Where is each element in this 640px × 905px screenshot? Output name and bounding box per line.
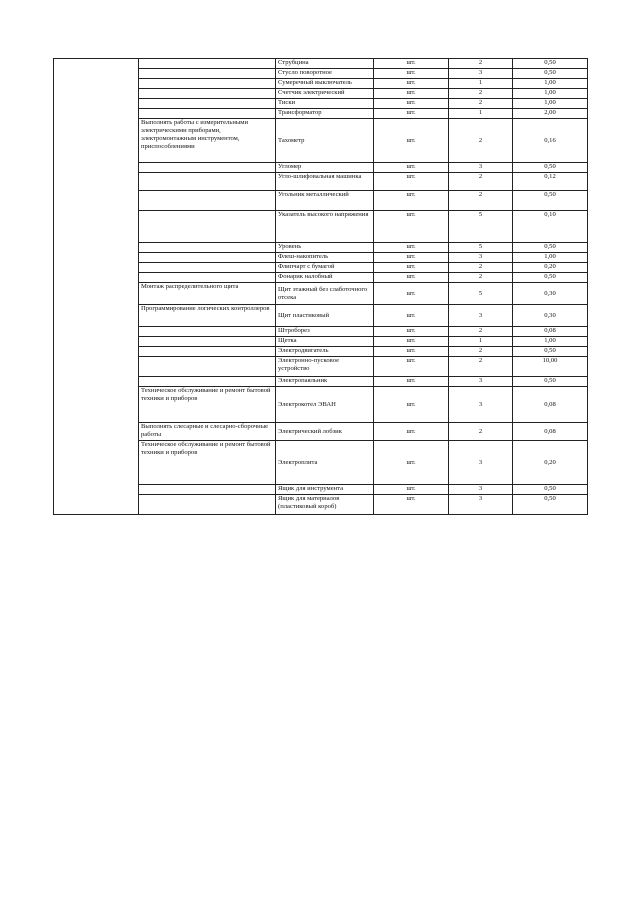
- equipment-table-body: [54, 59, 588, 515]
- equipment-name-cell: Щит пластиковый: [276, 305, 374, 327]
- norm-cell: 0,50: [513, 485, 588, 495]
- equipment-name-cell: Электродвигатель: [276, 347, 374, 357]
- work-description-cell: [139, 109, 276, 119]
- work-description-cell: [139, 337, 276, 347]
- unit-cell: шт.: [374, 89, 449, 99]
- norm-cell: 0,08: [513, 387, 588, 423]
- quantity-cell: 5: [449, 243, 513, 253]
- norm-cell: 0,16: [513, 119, 588, 163]
- unit-cell: шт.: [374, 173, 449, 191]
- equipment-name-cell: Штроборез: [276, 327, 374, 337]
- equipment-table: [53, 58, 588, 515]
- unit-cell: шт.: [374, 109, 449, 119]
- unit-cell: шт.: [374, 69, 449, 79]
- norm-cell: 0,50: [513, 347, 588, 357]
- unit-cell: шт.: [374, 357, 449, 377]
- equipment-name-cell: Флипчарт с бумагой: [276, 263, 374, 273]
- quantity-cell: 2: [449, 89, 513, 99]
- quantity-cell: 2: [449, 347, 513, 357]
- work-description-cell: [139, 347, 276, 357]
- unit-cell: шт.: [374, 263, 449, 273]
- work-description-cell: [139, 327, 276, 337]
- quantity-cell: 3: [449, 377, 513, 387]
- equipment-name-cell: Электроплита: [276, 441, 374, 485]
- unit-cell: шт.: [374, 119, 449, 163]
- equipment-name-cell: Трансформатор: [276, 109, 374, 119]
- work-description-cell: [139, 173, 276, 191]
- unit-cell: шт.: [374, 59, 449, 69]
- unit-cell: шт.: [374, 253, 449, 263]
- norm-cell: 0,20: [513, 263, 588, 273]
- work-description-cell: [139, 243, 276, 253]
- norm-cell: 0,12: [513, 173, 588, 191]
- work-description-cell: [139, 59, 276, 69]
- unit-cell: шт.: [374, 243, 449, 253]
- quantity-cell: 2: [449, 191, 513, 211]
- work-description-cell: [139, 191, 276, 211]
- work-description-cell: [139, 69, 276, 79]
- work-description-cell: [139, 273, 276, 283]
- work-description-cell: Монтаж распределительного щита: [139, 283, 276, 305]
- norm-cell: 0,20: [513, 441, 588, 485]
- quantity-cell: 2: [449, 173, 513, 191]
- equipment-name-cell: Угольник металлический: [276, 191, 374, 211]
- quantity-cell: 3: [449, 441, 513, 485]
- unit-cell: шт.: [374, 377, 449, 387]
- equipment-name-cell: Фонарик налобный: [276, 273, 374, 283]
- quantity-cell: 1: [449, 337, 513, 347]
- norm-cell: 0,08: [513, 327, 588, 337]
- quantity-cell: 3: [449, 69, 513, 79]
- work-description-cell: Выполнять работы с измерительными электрическими приборами, электромонтажным инструментом, приспособлениями: [139, 119, 276, 163]
- norm-cell: 0,30: [513, 283, 588, 305]
- unit-cell: шт.: [374, 441, 449, 485]
- norm-cell: 0,50: [513, 191, 588, 211]
- equipment-name-cell: Электрокотел ЭВАН: [276, 387, 374, 423]
- quantity-cell: 2: [449, 273, 513, 283]
- norm-cell: 0,30: [513, 305, 588, 327]
- unit-cell: шт.: [374, 211, 449, 243]
- unit-cell: шт.: [374, 327, 449, 337]
- quantity-cell: 3: [449, 305, 513, 327]
- equipment-name-cell: Струбцина: [276, 59, 374, 69]
- norm-cell: 0,50: [513, 59, 588, 69]
- quantity-cell: 2: [449, 119, 513, 163]
- equipment-name-cell: Указатель высокого напряжения: [276, 211, 374, 243]
- equipment-name-cell: Ящик для инструмента: [276, 485, 374, 495]
- unit-cell: шт.: [374, 191, 449, 211]
- equipment-name-cell: Щит этажный без слаботочного отсека: [276, 283, 374, 305]
- work-description-cell: [139, 263, 276, 273]
- norm-cell: 0,50: [513, 163, 588, 173]
- work-description-cell: Техническое обслуживание и ремонт бытовой техники и приборов: [139, 387, 276, 423]
- quantity-cell: 1: [449, 109, 513, 119]
- norm-cell: 0,10: [513, 211, 588, 243]
- unit-cell: шт.: [374, 163, 449, 173]
- norm-cell: 2,00: [513, 109, 588, 119]
- norm-cell: 1,00: [513, 253, 588, 263]
- norm-cell: 0,50: [513, 243, 588, 253]
- norm-cell: 1,00: [513, 337, 588, 347]
- unit-cell: шт.: [374, 423, 449, 441]
- equipment-name-cell: Сумеречный выключатель: [276, 79, 374, 89]
- unit-cell: шт.: [374, 273, 449, 283]
- work-description-cell: [139, 89, 276, 99]
- work-description-cell: [139, 211, 276, 243]
- quantity-cell: 2: [449, 59, 513, 69]
- quantity-cell: 3: [449, 387, 513, 423]
- work-description-cell: [139, 485, 276, 495]
- equipment-name-cell: Щетка: [276, 337, 374, 347]
- quantity-cell: 3: [449, 253, 513, 263]
- equipment-name-cell: Электронно-пусковое устройство: [276, 357, 374, 377]
- equipment-name-cell: Тахометр: [276, 119, 374, 163]
- quantity-cell: 3: [449, 495, 513, 515]
- unit-cell: шт.: [374, 99, 449, 109]
- unit-cell: шт.: [374, 305, 449, 327]
- equipment-name-cell: Электрический лобзик: [276, 423, 374, 441]
- work-description-cell: [139, 99, 276, 109]
- work-description-cell: Техническое обслуживание и ремонт бытовой техники и приборов: [139, 441, 276, 485]
- norm-cell: 0,50: [513, 273, 588, 283]
- equipment-name-cell: Ящик для материалов (пластиковый короб): [276, 495, 374, 515]
- unit-cell: шт.: [374, 485, 449, 495]
- norm-cell: 1,00: [513, 99, 588, 109]
- work-description-cell: [139, 377, 276, 387]
- quantity-cell: 5: [449, 283, 513, 305]
- work-description-cell: Программирование логических контроллеров: [139, 305, 276, 327]
- work-description-cell: [139, 253, 276, 263]
- quantity-cell: 5: [449, 211, 513, 243]
- norm-cell: 10,00: [513, 357, 588, 377]
- quantity-cell: 2: [449, 263, 513, 273]
- equipment-name-cell: Счетчик электрический: [276, 89, 374, 99]
- quantity-cell: 3: [449, 485, 513, 495]
- equipment-name-cell: Угломер: [276, 163, 374, 173]
- norm-cell: 0,50: [513, 377, 588, 387]
- norm-cell: 0,50: [513, 495, 588, 515]
- unit-cell: шт.: [374, 495, 449, 515]
- unit-cell: шт.: [374, 387, 449, 423]
- equipment-name-cell: Стусло поворотное: [276, 69, 374, 79]
- equipment-name-cell: Тиски: [276, 99, 374, 109]
- unit-cell: шт.: [374, 337, 449, 347]
- unit-cell: шт.: [374, 283, 449, 305]
- unit-cell: шт.: [374, 347, 449, 357]
- equipment-name-cell: Угло-шлифовальная машинка: [276, 173, 374, 191]
- quantity-cell: 2: [449, 423, 513, 441]
- equipment-name-cell: Уровень: [276, 243, 374, 253]
- norm-cell: 1,00: [513, 79, 588, 89]
- work-description-cell: [139, 357, 276, 377]
- norm-cell: 0,50: [513, 69, 588, 79]
- equipment-name-cell: Электропаяльник: [276, 377, 374, 387]
- work-description-cell: [139, 163, 276, 173]
- left-margin-column: [54, 59, 139, 515]
- quantity-cell: 2: [449, 357, 513, 377]
- work-description-cell: Выполнять слесарные и слесарно-сборочные работы: [139, 423, 276, 441]
- work-description-cell: [139, 495, 276, 515]
- quantity-cell: 1: [449, 79, 513, 89]
- unit-cell: шт.: [374, 79, 449, 89]
- quantity-cell: 2: [449, 99, 513, 109]
- table-row: [54, 59, 588, 69]
- equipment-name-cell: Флеш-накопитель: [276, 253, 374, 263]
- norm-cell: 0,08: [513, 423, 588, 441]
- quantity-cell: 3: [449, 163, 513, 173]
- quantity-cell: 2: [449, 327, 513, 337]
- norm-cell: 1,00: [513, 89, 588, 99]
- work-description-cell: [139, 79, 276, 89]
